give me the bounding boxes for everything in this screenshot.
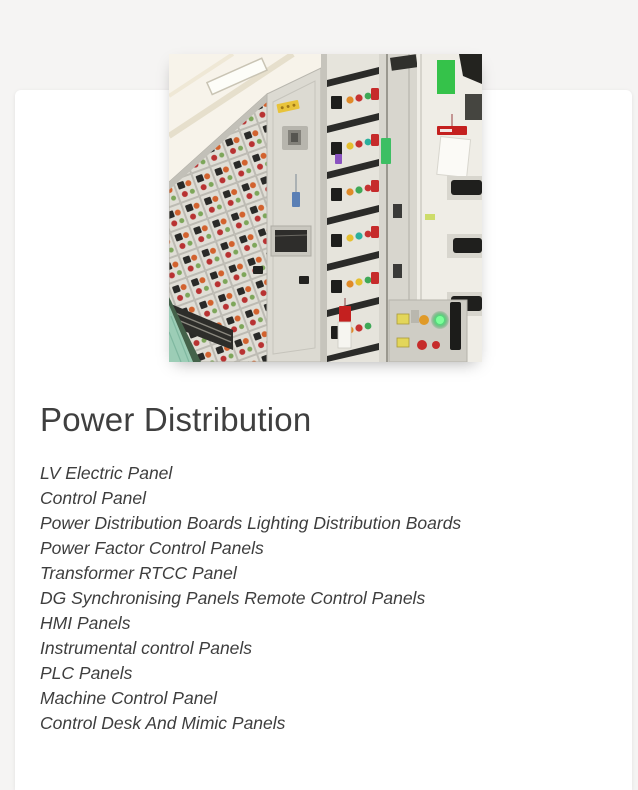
power-panels-photo-illustration [169, 54, 482, 362]
panel-list-item: LV Electric Panel [40, 463, 173, 483]
power-panels-photo [169, 54, 482, 362]
panel-list-item: Power Factor Control Panels [40, 538, 264, 558]
panel-list-item: Control Panel [40, 488, 147, 508]
panel-list-item: Power Distribution Boards Lighting Distribution Boards [40, 513, 462, 533]
panel-list-item: Instrumental control Panels [40, 638, 253, 658]
panel-list-item: PLC Panels [40, 663, 133, 683]
panel-list-item: HMI Panels [40, 613, 131, 633]
panel-list-item: Transformer RTCC Panel [40, 563, 237, 583]
panel-list-item: Machine Control Panel [40, 688, 218, 708]
panel-list-item: DG Synchronising Panels Remote Control Panels [40, 588, 426, 608]
panel-list-item: Control Desk And Mimic Panels [40, 713, 286, 733]
page-title: Power Distribution [40, 401, 312, 438]
